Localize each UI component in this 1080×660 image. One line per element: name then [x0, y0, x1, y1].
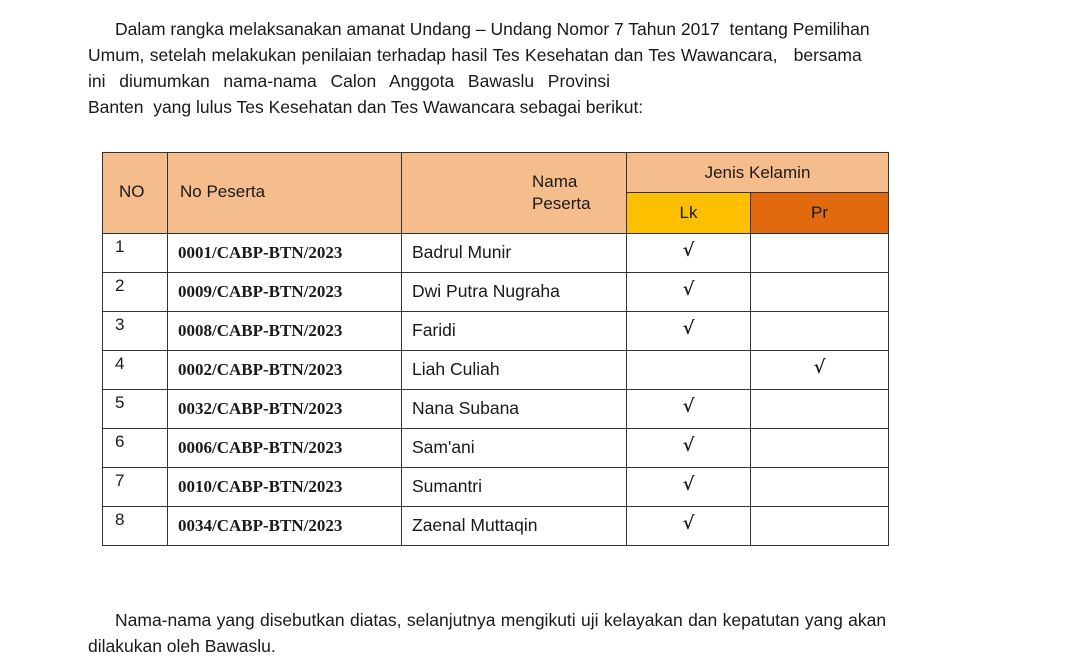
- row-no: 5: [115, 393, 125, 412]
- header-lk-label: Lk: [679, 203, 698, 222]
- row-no: 8: [115, 510, 125, 529]
- row-participant-name: Sumantri: [412, 476, 483, 496]
- header-no-label: NO: [119, 182, 145, 201]
- row-no: 3: [115, 315, 125, 334]
- row-no: 2: [115, 276, 125, 295]
- header-pr: [751, 193, 889, 234]
- row-lk-check-icon: √: [682, 396, 695, 417]
- table-row: [103, 351, 889, 390]
- row-pr-check-icon: [751, 312, 888, 318]
- row-participant-name: Faridi: [412, 320, 456, 340]
- participants-table: [102, 152, 889, 546]
- intro-line-3: ini diumumkan nama-nama Calon Anggota Bawaslu Provinsi: [88, 71, 611, 91]
- row-participant-name: Dwi Putra Nugraha: [412, 281, 560, 301]
- row-participant-id: 0034/CABP-BTN/2023: [178, 516, 343, 535]
- row-participant-id: 0009/CABP-BTN/2023: [178, 282, 343, 301]
- row-lk-check-icon: √: [682, 279, 695, 300]
- row-pr-check-icon: [751, 468, 888, 474]
- row-pr-check-icon: [751, 429, 888, 435]
- row-pr-check-icon: [751, 273, 888, 279]
- row-participant-id: 0002/CABP-BTN/2023: [178, 360, 343, 379]
- table-row: [103, 312, 889, 351]
- row-lk-check-icon: √: [682, 435, 695, 456]
- row-participant-id: 0006/CABP-BTN/2023: [178, 438, 343, 457]
- row-participant-id: 0001/CABP-BTN/2023: [178, 243, 343, 262]
- header-no: [103, 153, 168, 234]
- header-nama-label-1: Nama: [532, 172, 578, 191]
- row-no: 1: [115, 237, 125, 256]
- row-pr-check-icon: √: [813, 357, 826, 378]
- row-lk-check-icon: √: [682, 240, 695, 261]
- intro-line-4: Banten yang lulus Tes Kesehatan dan Tes Wawancara sebagai berikut:: [88, 97, 644, 117]
- row-lk-check-icon: √: [682, 474, 695, 495]
- table-row: [103, 429, 889, 468]
- row-pr-check-icon: [751, 390, 888, 396]
- row-participant-id: 0032/CABP-BTN/2023: [178, 399, 343, 418]
- row-no: 7: [115, 471, 125, 490]
- header-jenis-kelamin-label: Jenis Kelamin: [704, 162, 811, 182]
- closing-line-2: dilakukan oleh Bawaslu.: [88, 636, 276, 656]
- table-row: [103, 273, 889, 312]
- row-lk-check-icon: √: [682, 318, 695, 339]
- row-participant-name: Nana Subana: [412, 398, 520, 418]
- header-no-peserta-label: No Peserta: [180, 182, 266, 201]
- table-row: [103, 390, 889, 429]
- intro-line-2: Umum, setelah melakukan penilaian terhadap hasil Tes Kesehatan dan Tes Wawancara, bersama: [88, 45, 862, 65]
- row-no: 6: [115, 432, 125, 451]
- table-row: [103, 507, 889, 546]
- closing-line-1: Nama-nama yang disebutkan diatas, selanjutnya mengikuti uji kelayakan dan kepatutan yang akan: [115, 610, 887, 630]
- intro-line-1: Dalam rangka melaksanakan amanat Undang – Undang Nomor 7 Tahun 2017 tentang Pemilihan: [115, 19, 870, 39]
- row-participant-name: Zaenal Muttaqin: [412, 515, 538, 535]
- table-row: [103, 468, 889, 507]
- row-participant-name: Sam'ani: [412, 437, 475, 457]
- header-lk: [627, 193, 751, 234]
- row-no: 4: [115, 354, 125, 373]
- row-participant-id: 0008/CABP-BTN/2023: [178, 321, 343, 340]
- header-nama-label-2: Peserta: [532, 194, 591, 213]
- row-pr-check-icon: [751, 507, 888, 513]
- row-lk-check-icon: [627, 351, 750, 357]
- header-pr-label: Pr: [811, 203, 828, 222]
- header-nama-peserta: [402, 153, 627, 234]
- header-jenis-kelamin: [627, 153, 889, 193]
- row-participant-id: 0010/CABP-BTN/2023: [178, 477, 343, 496]
- header-no-peserta: [168, 153, 402, 234]
- table-row: [103, 234, 889, 273]
- row-participant-name: Liah Culiah: [412, 359, 500, 379]
- row-participant-name: Badrul Munir: [412, 242, 512, 262]
- row-pr-check-icon: [751, 234, 888, 240]
- row-lk-check-icon: √: [682, 513, 695, 534]
